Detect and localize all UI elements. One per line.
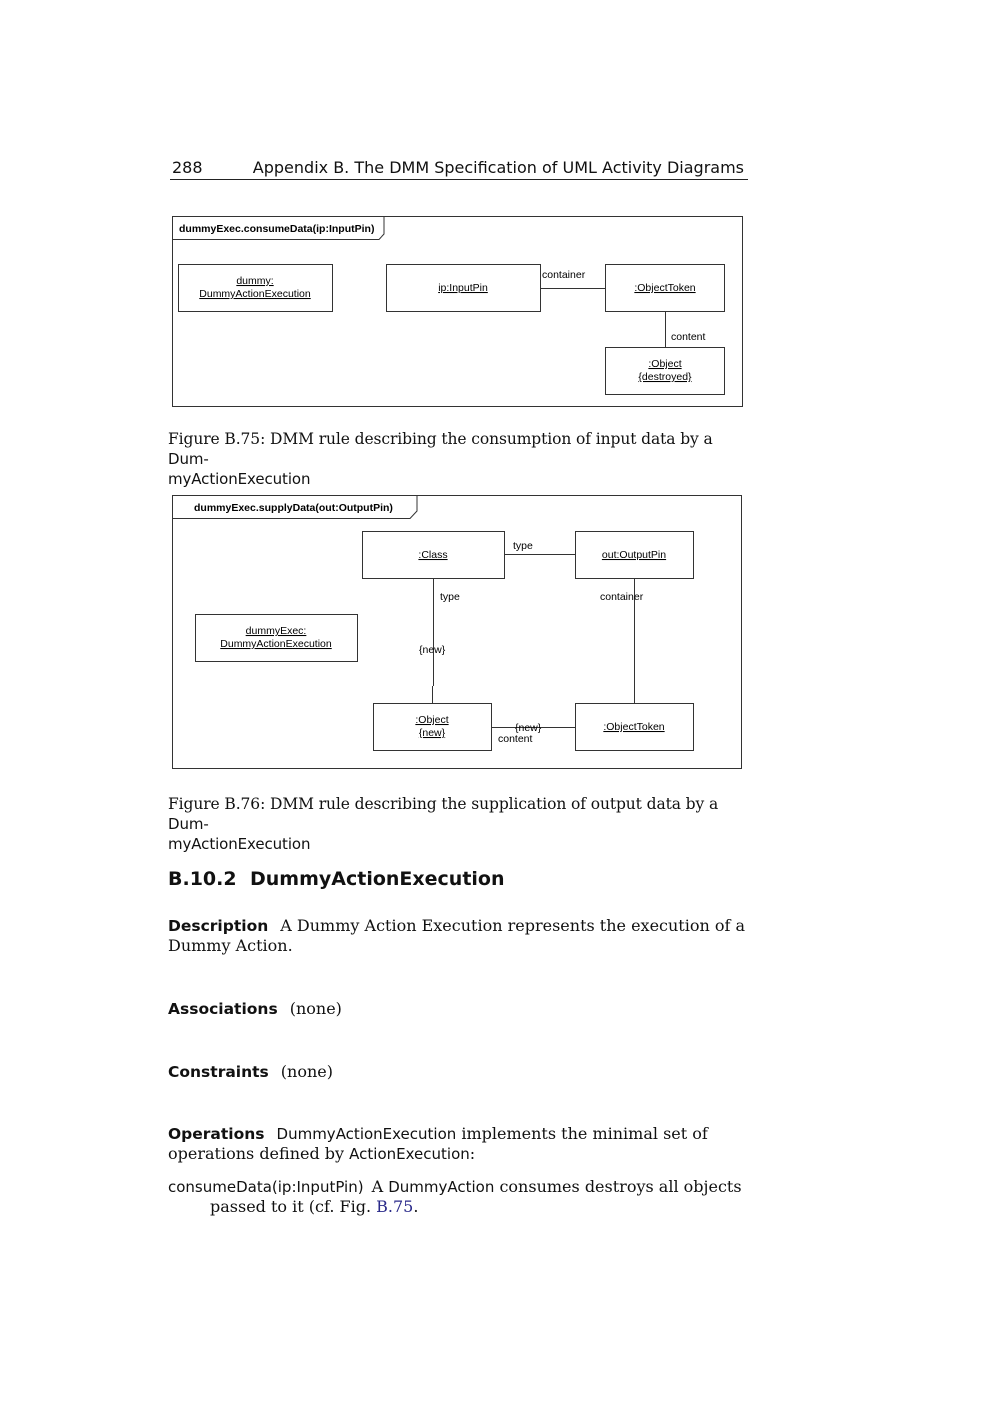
object-label-2: {destroyed} [638, 371, 692, 383]
object-label-1: :Object [648, 358, 682, 370]
dummy-exec-label-2: DummyActionExecution [199, 288, 311, 300]
object-label-2: {new} [418, 727, 446, 739]
operations-label: Operations [168, 1125, 265, 1143]
associations-text: (none) [289, 999, 342, 1018]
running-title: Appendix B. The DMM Specification of UML Activity Diagrams [252, 158, 744, 177]
section-number: B.10.2 [168, 868, 237, 890]
dummy-exec-label-1: dummy: [236, 275, 274, 287]
consume-op-text-b: consumes destroys all objects passed to it (cf. Fig. [210, 1177, 742, 1216]
dummy-exec-label-2: DummyActionExecution [220, 638, 332, 650]
description-paragraph [168, 916, 748, 956]
figure-b76-diagram [168, 491, 748, 776]
frame-title: dummyExec.supplyData(out:OutputPin) [194, 502, 393, 514]
description-text: A Dummy Action Execution represents the execution of a Dummy Action. [168, 916, 746, 955]
figure-b76-caption [168, 794, 748, 854]
dummy-exec-label-1: dummyExec: [245, 625, 307, 637]
new-edge-bottom-label: {new} [515, 722, 542, 734]
operations-paragraph [168, 1124, 748, 1164]
caption-term-part1: Dum- [168, 450, 209, 468]
consume-op-term: DummyAction [388, 1178, 495, 1196]
figure-b75-caption [168, 429, 748, 489]
operations-text-1: implements the minimal set of operations defined by [168, 1124, 708, 1163]
description-label: Description [168, 917, 269, 935]
constraints-text: (none) [280, 1062, 333, 1081]
caption-text: Figure B.75: DMM rule describing the consumption of input data by a [168, 430, 713, 448]
content-edge-label: content [498, 733, 533, 745]
caption-term-part2: myActionExecution [168, 835, 311, 853]
page-number: 288 [172, 158, 203, 177]
operations-text-2: : [469, 1144, 476, 1163]
section-title: DummyActionExecution [250, 868, 505, 890]
consume-op-signature: consumeData(ip:InputPin) [168, 1178, 364, 1196]
associations-label: Associations [168, 1000, 278, 1018]
new-edge-left-label: {new} [419, 644, 446, 656]
figure-b75-diagram [168, 212, 748, 412]
operations-term-1: DummyActionExecution [276, 1125, 457, 1143]
consume-op-text-a: A [371, 1177, 389, 1196]
section-heading [168, 868, 505, 890]
constraints-paragraph [168, 1062, 748, 1082]
page-header [170, 157, 748, 180]
constraints-label: Constraints [168, 1063, 269, 1081]
consume-op-paragraph [168, 1177, 748, 1217]
consume-op-text-c: . [413, 1197, 419, 1216]
objecttoken-label: :ObjectToken [634, 282, 696, 294]
object-label-1: :Object [415, 714, 449, 726]
container-edge-label: container [600, 591, 644, 603]
type-edge-left-label: type [440, 591, 460, 603]
operations-term-2: ActionExecution [349, 1145, 470, 1163]
objecttoken-label: :ObjectToken [603, 721, 665, 733]
caption-term-part1: Dum- [168, 815, 209, 833]
inputpin-label: ip:InputPin [438, 282, 488, 294]
container-edge-label: container [542, 269, 586, 281]
content-edge-label: content [671, 331, 706, 343]
class-label: :Class [418, 549, 448, 561]
type-edge-top-label: type [513, 540, 533, 552]
caption-text: Figure B.76: DMM rule describing the supplication of output data by a [168, 795, 719, 813]
frame-title: dummyExec.consumeData(ip:InputPin) [179, 223, 375, 235]
figure-ref-link[interactable]: B.75 [376, 1197, 414, 1216]
associations-paragraph [168, 999, 748, 1019]
caption-term-part2: myActionExecution [168, 470, 311, 488]
outputpin-label: out:OutputPin [601, 549, 667, 561]
